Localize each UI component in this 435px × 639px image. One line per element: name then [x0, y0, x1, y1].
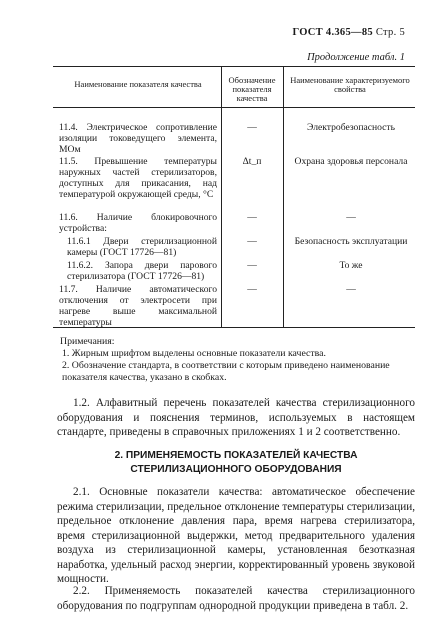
note-2: 2. Обозначение стандарта, в соответствии с которым приведено наименование показателя качества, указано в скобках.	[62, 360, 390, 383]
column-divider-2	[283, 66, 284, 327]
row-11-6-2-symbol: —	[247, 260, 257, 271]
paragraph-2-1: 2.1. Основные показатели качества: автоматическое обеспечение режима стерилизации, предельное отклонение температуры стерилизации, предельное отклонение давления пара, время нагрева стерилизатора, время стерилизационной выдержки, метод предварительного удаления воздуха из стерилизационной камеры, установленная безотказная наработка, удельный расход энергии, корректированный уровень звуковой мощности.	[57, 486, 415, 585]
row-11-5-symbol: Δt_п	[242, 156, 262, 167]
row-11-7-symbol: —	[247, 284, 257, 295]
row-11-6-2-name: 11.6.2. Запора двери парового стерилизатора (ГОСТ 17726—81)	[67, 260, 217, 282]
quality-indicators-table	[53, 66, 415, 328]
row-11-5-name: 11.5. Превышение температуры наружных частей стерилизаторов, доступных для прикасания, над температурой окружающей среды, °С	[59, 156, 217, 200]
section-2-title: 2. ПРИМЕНЯЕМОСТЬ ПОКАЗАТЕЛЕЙ КАЧЕСТВА СТЕРИЛИЗАЦИОННОГО ОБОРУДОВАНИЯ	[114, 450, 358, 475]
page-header	[292, 27, 405, 38]
header-indicator-name: Наименование показателя качества	[74, 79, 202, 89]
column-divider-1	[221, 66, 222, 327]
table-continuation-label: Продолжение табл. 1	[307, 52, 405, 63]
row-11-7-property: —	[346, 284, 356, 295]
page-number: Стр. 5	[375, 27, 405, 38]
row-11-4-name: 11.4. Электрическое сопротивление изоляции токоведущего элемента, МОм	[59, 122, 217, 155]
note-1: 1. Жирным шрифтом выделены основные показатели качества.	[62, 348, 326, 359]
paragraph-1-2: 1.2. Алфавитный перечень показателей качества стерилизационного оборудования и пояснения терминов, используемых в настоящем стандарте, приведены в справочных приложениях 1 и 2 соответственно.	[57, 397, 415, 438]
header-indicator-symbol: Обозначение показателя качества	[228, 75, 276, 103]
row-11-6-property: —	[346, 212, 356, 223]
paragraph-2-2: 2.2. Применяемость показателей качества стерилизационного оборудования по подгруппам однородной продукции приведена в табл. 2.	[57, 585, 415, 612]
table-header-rule	[53, 107, 415, 108]
row-11-4-property: Электробезопасность	[307, 122, 395, 133]
row-11-6-1-symbol: —	[247, 236, 257, 247]
row-11-6-1-property: Безопасность эксплуатации	[294, 236, 408, 247]
row-11-4-symbol: —	[247, 122, 257, 133]
row-11-6-1-name: 11.6.1 Двери стерилизационной камеры (ГОСТ 17726—81)	[67, 236, 217, 258]
header-property-name: Наименование характеризуемого свойства	[290, 75, 410, 94]
row-11-6-2-property: То же	[339, 260, 363, 271]
gost-number: ГОСТ 4.365—85	[292, 27, 373, 38]
table-top-rule	[53, 66, 415, 67]
row-11-5-property: Охрана здоровья персонала	[294, 156, 408, 167]
notes-title: Примечания:	[60, 336, 115, 347]
row-11-6-symbol: —	[247, 212, 257, 223]
row-11-6-name: 11.6. Наличие блокировочного устройства:	[59, 212, 217, 234]
row-11-7-name: 11.7. Наличие автоматического отключения от электросети при нагреве выше максимальной температуры	[59, 284, 217, 328]
